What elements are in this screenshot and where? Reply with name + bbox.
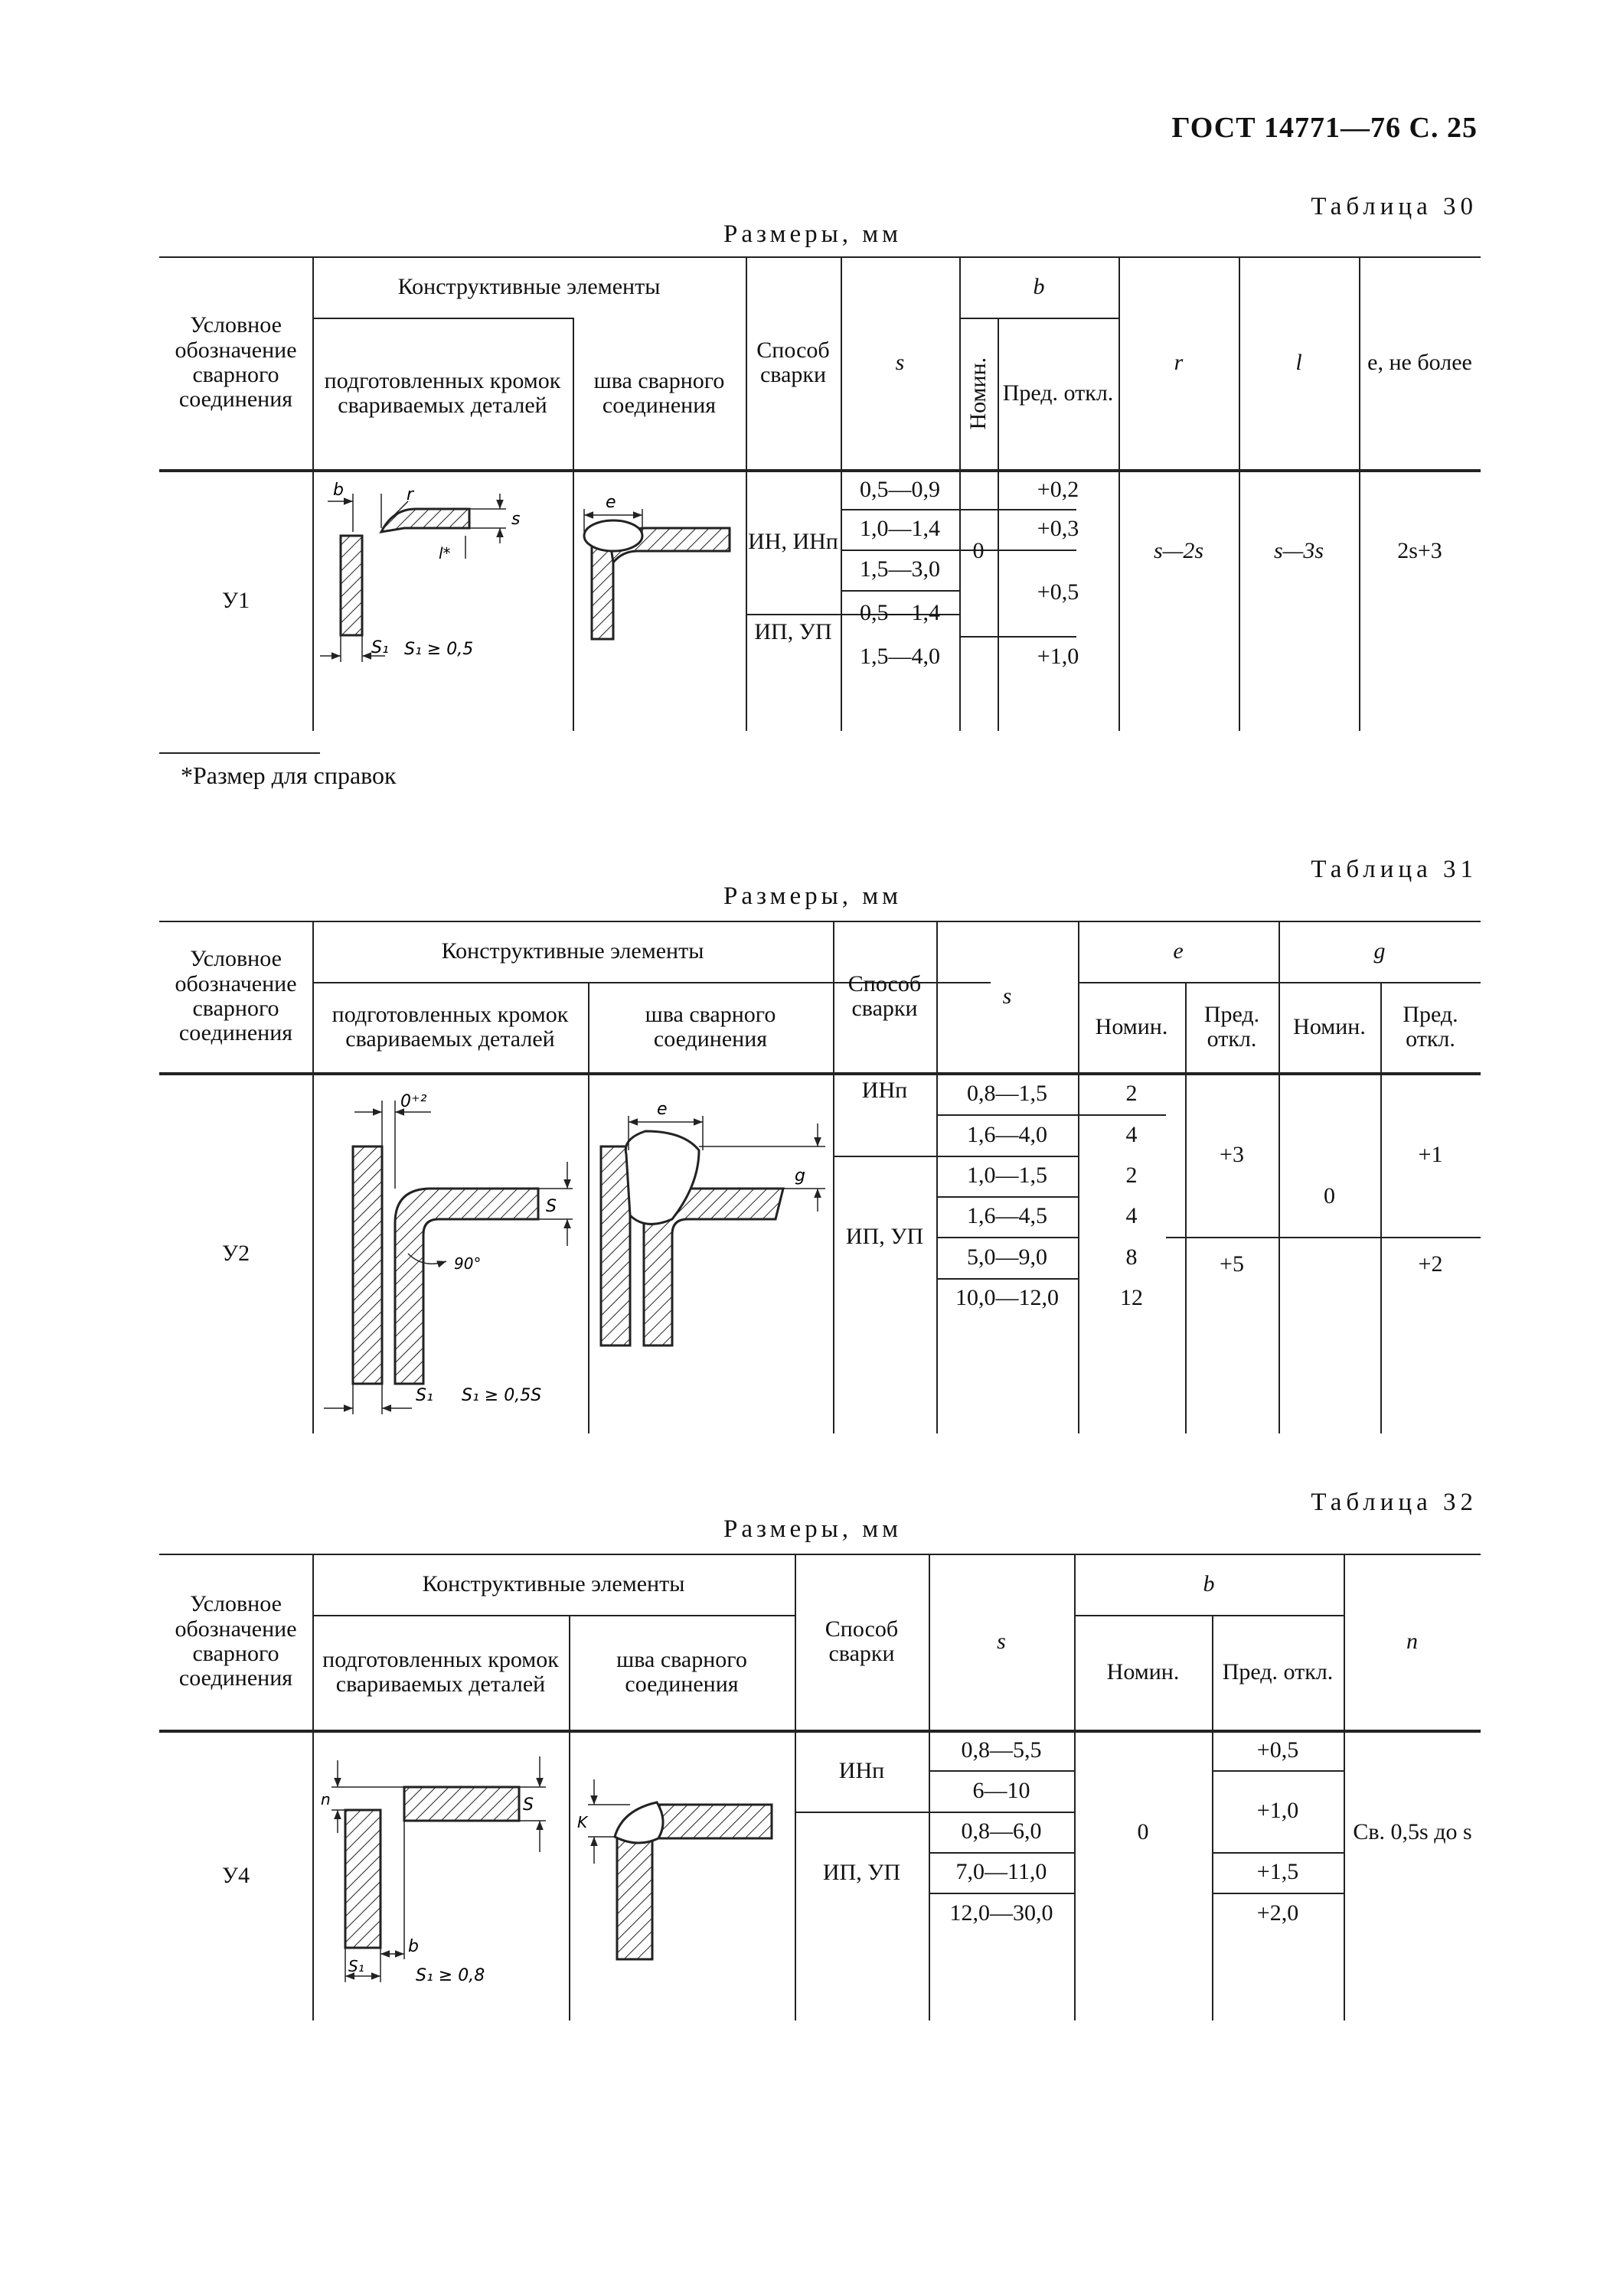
e-nominal: 4 xyxy=(1125,1203,1138,1229)
header-e: e xyxy=(1173,938,1184,964)
g-tolerance: +1 xyxy=(1418,1142,1443,1168)
label-e: e xyxy=(606,493,616,512)
header-b-tolerance: Пред. откл. xyxy=(1002,380,1114,406)
page-header: ГОСТ 14771—76 С. 25 xyxy=(1171,112,1478,144)
e-nominal: 4 xyxy=(1125,1121,1138,1147)
s-value: 10,0—12,0 xyxy=(955,1285,1059,1311)
method-cell: ИП, УП xyxy=(822,1859,901,1885)
table32-sizes-caption: Размеры, мм xyxy=(723,1515,903,1543)
method-cell: ИП, УП xyxy=(754,619,832,644)
header-designation: Условное обозначение сварного соединения xyxy=(175,1591,297,1691)
label-s1: S₁ xyxy=(416,1386,433,1405)
l-value: s—3s xyxy=(1273,537,1324,563)
b-tolerance: +0,3 xyxy=(1037,516,1079,542)
prepared-edges-drawing xyxy=(316,478,569,723)
table31-sizes-caption: Размеры, мм xyxy=(723,882,903,910)
weld-seam-drawing xyxy=(592,1078,829,1430)
method-cell: ИНп xyxy=(838,1758,885,1784)
header-s: s xyxy=(997,1628,1006,1654)
header-e-tolerance: Пред. откл. xyxy=(1203,1001,1260,1052)
s-value: 12,0—30,0 xyxy=(949,1900,1053,1926)
label-b: b xyxy=(408,1937,419,1956)
header-s: s xyxy=(1002,983,1012,1009)
label-s1: S₁ xyxy=(371,638,389,657)
table31 xyxy=(159,921,1481,1433)
b-tolerance: +1,5 xyxy=(1256,1859,1299,1885)
header-prepared-edges: подготовленных кромок свариваемых деталей xyxy=(322,1646,559,1697)
label-g: g xyxy=(795,1166,805,1186)
label-s: S xyxy=(546,1197,557,1216)
label-e: e xyxy=(657,1100,668,1119)
header-g-tolerance: Пред. откл. xyxy=(1403,1001,1458,1052)
header-prepared-edges: подготовленных кромок свариваемых деталей xyxy=(324,367,561,418)
b-tolerance: +1,0 xyxy=(1037,643,1079,669)
s-value: 0,8—1,5 xyxy=(967,1081,1047,1107)
label-n: n xyxy=(321,1790,331,1808)
header-b: b xyxy=(1203,1570,1215,1596)
s-value: 7,0—11,0 xyxy=(955,1859,1047,1885)
weld-seam-drawing xyxy=(573,1737,791,1998)
b-tolerance: +2,0 xyxy=(1256,1900,1299,1926)
header-l: l xyxy=(1295,349,1302,375)
row-id: У2 xyxy=(221,1240,250,1266)
footnote: *Размер для справок xyxy=(181,762,397,789)
label-k: K xyxy=(577,1813,588,1831)
header-g-nominal: Номин. xyxy=(1293,1013,1366,1039)
r-value: s—2s xyxy=(1153,537,1204,563)
weld-seam-drawing xyxy=(576,478,745,723)
s-value: 1,5—4,0 xyxy=(860,643,940,669)
label-b: b xyxy=(333,481,344,500)
e-tolerance: +5 xyxy=(1220,1251,1244,1277)
prepared-edges-drawing xyxy=(316,1737,565,1998)
b-nominal-value: 0 xyxy=(1137,1819,1149,1845)
header-b-tolerance: Пред. откл. xyxy=(1222,1658,1334,1684)
header-s: s xyxy=(895,349,905,375)
header-method: Способ сварки xyxy=(847,970,922,1021)
label-r: r xyxy=(407,485,414,504)
s-value: 1,0—1,5 xyxy=(967,1163,1047,1189)
header-design-elements: Конструктивные элементы xyxy=(397,273,661,299)
b-tolerance: +0,2 xyxy=(1037,476,1079,502)
header-b: b xyxy=(1033,273,1045,299)
label-l: l* xyxy=(439,544,451,563)
header-b-nominal: Номин. xyxy=(965,357,991,430)
g-tolerance: +2 xyxy=(1418,1251,1443,1277)
e-nominal: 2 xyxy=(1125,1163,1138,1189)
header-method: Способ сварки xyxy=(756,337,830,387)
s-value: 1,6—4,0 xyxy=(967,1121,1047,1147)
s-value: 0,5—1,4 xyxy=(860,599,940,625)
label-gap: 0⁺² xyxy=(400,1092,427,1111)
label-condition: S₁ ≥ 0,5S xyxy=(462,1386,542,1405)
label-s1: S₁ xyxy=(348,1957,364,1975)
table32 xyxy=(159,1554,1481,2020)
s-value: 0,8—6,0 xyxy=(961,1818,1042,1844)
method-cell: ИН, ИНп xyxy=(748,529,838,555)
header-weld-seam: шва сварного соединения xyxy=(645,1001,776,1052)
row-id: У1 xyxy=(221,587,250,613)
s-value: 1,5—3,0 xyxy=(860,556,940,582)
header-e-nominal: Номин. xyxy=(1095,1013,1168,1039)
table30-caption: Таблица 30 xyxy=(1311,193,1478,220)
header-e: e, не более xyxy=(1367,349,1472,375)
header-n: n xyxy=(1406,1628,1418,1654)
e-tolerance: +3 xyxy=(1220,1142,1244,1168)
s-value: 1,0—1,4 xyxy=(860,516,940,542)
n-value: Св. 0,5s до s xyxy=(1353,1819,1472,1845)
header-method: Способ сварки xyxy=(825,1616,899,1666)
header-prepared-edges: подготовленных кромок свариваемых деталей xyxy=(331,1001,569,1052)
e-nominal: 2 xyxy=(1125,1081,1138,1107)
label-angle: 90° xyxy=(454,1254,482,1273)
header-weld-seam: шва сварного соединения xyxy=(593,367,725,418)
b-tolerance: +1,0 xyxy=(1256,1798,1299,1824)
table32-caption: Таблица 32 xyxy=(1311,1489,1478,1516)
header-r: r xyxy=(1174,349,1184,375)
label-condition: S₁ ≥ 0,8 xyxy=(416,1966,485,1985)
e-nominal: 12 xyxy=(1120,1285,1143,1311)
footnote-divider xyxy=(159,752,320,754)
header-weld-seam: шва сварного соединения xyxy=(616,1646,747,1697)
table30 xyxy=(159,256,1481,731)
b-tolerance: +0,5 xyxy=(1256,1737,1299,1763)
prepared-edges-drawing xyxy=(316,1078,584,1430)
header-design-elements: Конструктивные элементы xyxy=(441,938,704,964)
method-cell: ИНп xyxy=(861,1078,908,1103)
header-design-elements: Конструктивные элементы xyxy=(422,1570,685,1596)
header-designation: Условное обозначение сварного соединения xyxy=(175,946,297,1046)
table30-sizes-caption: Размеры, мм xyxy=(723,220,903,248)
label-s: S xyxy=(523,1795,534,1815)
label-condition: S₁ ≥ 0,5 xyxy=(404,640,474,659)
header-b-nominal: Номин. xyxy=(1106,1658,1180,1684)
s-value: 0,5—0,9 xyxy=(860,476,940,502)
table31-caption: Таблица 31 xyxy=(1311,856,1478,883)
g-nominal: 0 xyxy=(1324,1182,1335,1208)
b-nominal-value: 0 xyxy=(972,537,985,563)
method-cell: ИП, УП xyxy=(845,1224,924,1250)
s-value: 1,6—4,5 xyxy=(967,1203,1047,1229)
header-designation: Условное обозначение сварного соединения xyxy=(175,312,297,413)
e-value: 2s+3 xyxy=(1397,537,1442,563)
label-s: s xyxy=(511,510,521,529)
s-value: 5,0—9,0 xyxy=(967,1244,1047,1270)
s-value: 0,8—5,5 xyxy=(961,1737,1042,1763)
e-nominal: 8 xyxy=(1125,1244,1138,1270)
row-id: У4 xyxy=(221,1862,250,1888)
b-tolerance: +0,5 xyxy=(1037,579,1079,605)
header-g: g xyxy=(1373,938,1386,964)
s-value: 6—10 xyxy=(972,1777,1030,1803)
